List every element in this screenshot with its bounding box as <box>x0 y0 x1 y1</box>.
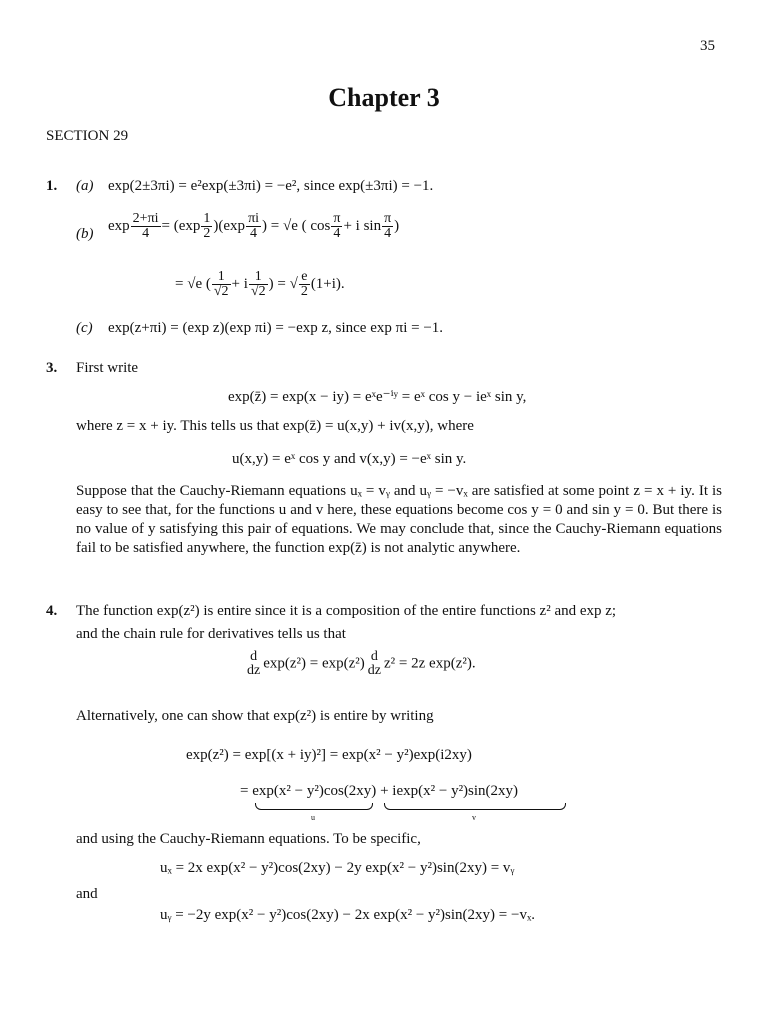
problem-4-equation-2-line-2: = exp(x² − y²)cos(2xy) + iexp(x² − y²)sin(2xy) <box>240 783 519 799</box>
problem-4-line-2: and the chain rule for derivatives tells us that <box>76 626 346 642</box>
u-term: exp(x² − y²)cos(2xy) <box>252 783 377 799</box>
u-underbrace <box>255 803 373 810</box>
problem-4-equation-3: uₓ = 2x exp(x² − y²)cos(2xy) − 2y exp(x² − y²)sin(2xy) = vᵧ <box>160 860 515 876</box>
u-label: u <box>311 813 315 822</box>
problem-1b-line2: = √e ( $\frac{1}{√2}$ + i $\frac{1}{√2}$ ) = √ $\frac{e}{2}$ (1+i). <box>175 269 345 299</box>
problem-4-line-3: and using the Cauchy-Riemann equations. To be specific, <box>76 831 421 847</box>
problem-4-equation-4: uᵧ = −2y exp(x² − y²)cos(2xy) − 2x exp(x² − y²)sin(2xy) = −vₓ. <box>160 907 536 923</box>
problem-4-alternative: Alternatively, one can show that exp(z²) is entire by writing <box>76 708 434 724</box>
problem-3-paragraph: Suppose that the Cauchy-Riemann equations uₓ = vᵧ and uᵧ = −vₓ are satisfied at some point z = x + iy. It is easy to see that, for the functions u and v here, these equations become cos y = 0 and sin y = 0. But there is no value of y satisfying this pair of equations. We may conclude that, since the Cauchy-Riemann equations fail to be satisfied anywhere, the function exp(z̄) is not analytic anywhere. <box>76 483 722 556</box>
problem-3-intro: First write <box>76 360 139 376</box>
problem-4-equation-2-line-1: exp(z²) = exp[(x + iy)²] = exp(x² − y²)exp(i2xy) <box>186 747 472 763</box>
problem-4-and: and <box>76 886 98 902</box>
page-number: 35 <box>700 38 715 54</box>
v-underbrace <box>384 803 566 810</box>
problem-4-equation-1: d dz exp(z²) = exp(z²) d dz z² = 2z exp(z²). <box>247 649 476 678</box>
problem-3-equation-1: exp(z̄) = exp(x − iy) = eˣe⁻ⁱʸ = eˣ cos y − ieˣ sin y, <box>228 389 527 405</box>
problem-1a-label: (a) <box>76 178 94 194</box>
problem-1c-equation: exp(z+πi) = (exp z)(exp πi) = −exp z, since exp πi = −1. <box>108 320 444 336</box>
problem-1c-label: (c) <box>76 320 93 336</box>
section-title: SECTION 29 <box>46 128 129 144</box>
v-label: v <box>472 813 476 822</box>
problem-4-number: 4. <box>46 603 58 619</box>
problem-3-number: 3. <box>46 360 58 376</box>
problem-1b-label: (b) <box>76 226 94 242</box>
problem-3-equation-2: u(x,y) = eˣ cos y and v(x,y) = −eˣ sin y. <box>232 451 467 467</box>
problem-4-line-1: The function exp(z²) is entire since it is a composition of the entire functions z² and exp z; <box>76 603 617 619</box>
problem-1a-equation: exp(2±3πi) = e²exp(±3πi) = −e², since exp(±3πi) = −1. <box>108 178 434 194</box>
v-term: exp(x² − y²)sin(2xy) <box>396 783 519 799</box>
problem-3-line-2: where z = x + iy. This tells us that exp(z̄) = u(x,y) + iv(x,y), where <box>76 418 474 434</box>
chapter-title: Chapter 3 <box>328 83 440 112</box>
problem-1b-line1: exp $\frac{2+\pi i}{4}$ = (exp $\frac{1}{2}$ )(exp $\frac{\pi i}{4}$ ) = √e ( cos $\frac{\pi}{4}$ + i sin $\frac{\pi}{4}$ ) <box>108 211 400 241</box>
problem-1-number: 1. <box>46 178 58 194</box>
